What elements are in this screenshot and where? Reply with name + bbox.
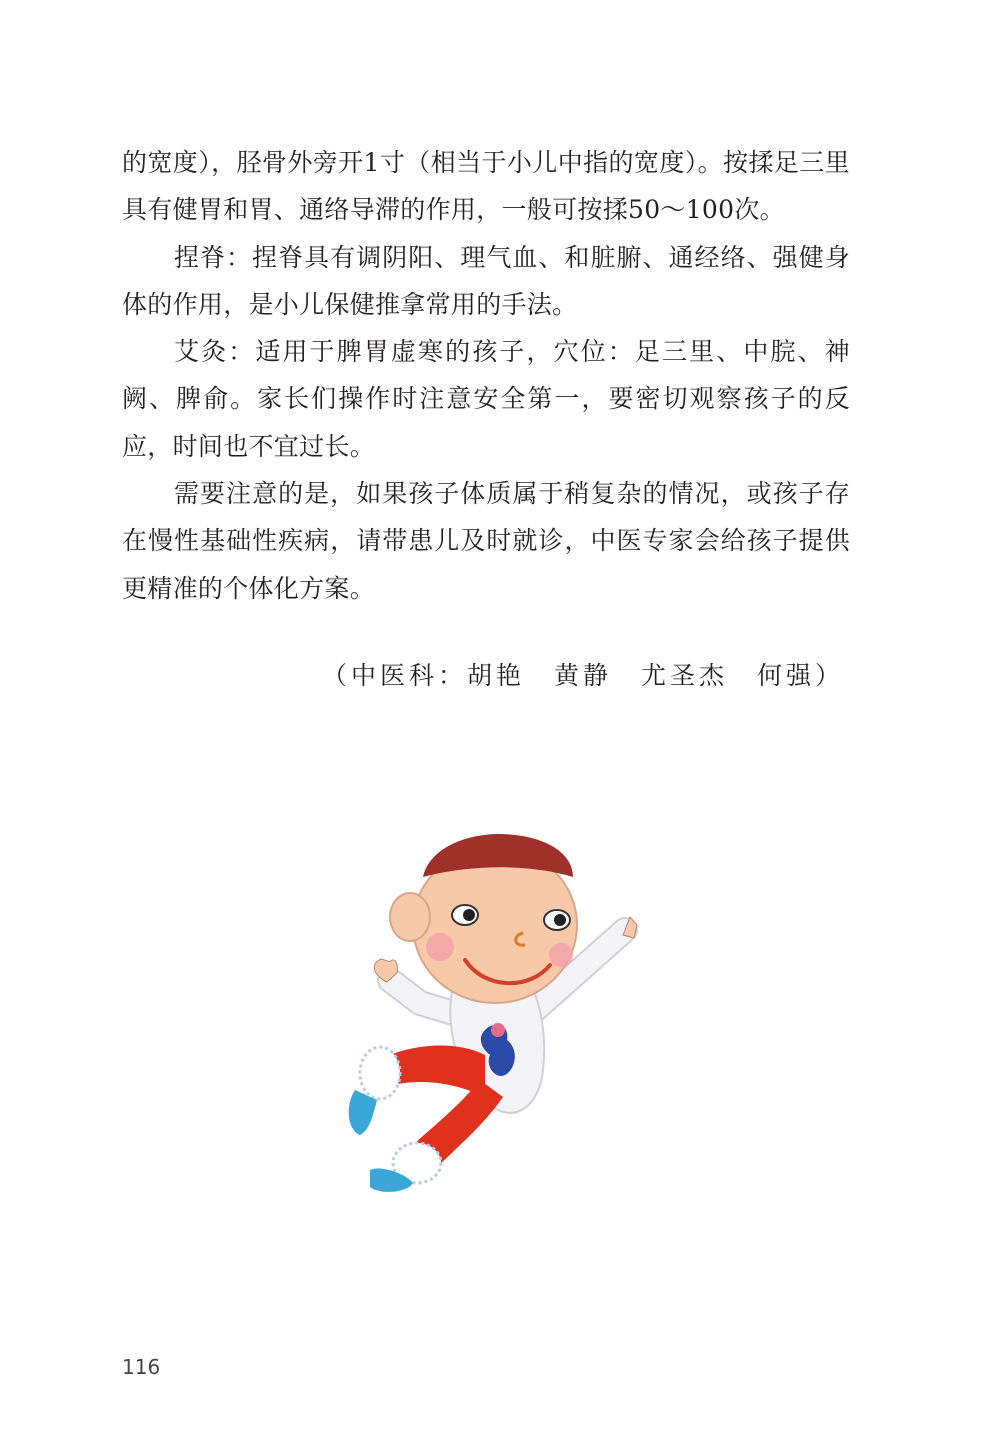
paragraph-2: 捏脊：捏脊具有调阴阳、理气血、和脏腑、通经络、强健身体的作用，是小儿保健推拿常用的手法。 <box>122 242 850 319</box>
paragraph-3: 艾灸：适用于脾胃虚寒的孩子，穴位：足三里、中脘、神阙、脾俞。家长们操作时注意安全第一，要密切观察孩子的反应，时间也不宜过长。 <box>122 337 850 461</box>
page-number: 116 <box>122 1355 161 1379</box>
child-drawing-illustration <box>335 825 655 1205</box>
body-text <box>122 139 850 612</box>
author-signature: （中医科：胡艳 黄静 尤圣杰 何强） <box>321 661 844 690</box>
paragraph-1: 的宽度），胫骨外旁开1寸（相当于小儿中指的宽度）。按揉足三里具有健胃和胃、通络导滞的作用，一般可按揉50～100次。 <box>122 148 850 225</box>
paragraph-4: 需要注意的是，如果孩子体质属于稍复杂的情况，或孩子存在慢性基础性疾病，请带患儿及时就诊，中医专家会给孩子提供更精准的个体化方案。 <box>122 479 850 603</box>
